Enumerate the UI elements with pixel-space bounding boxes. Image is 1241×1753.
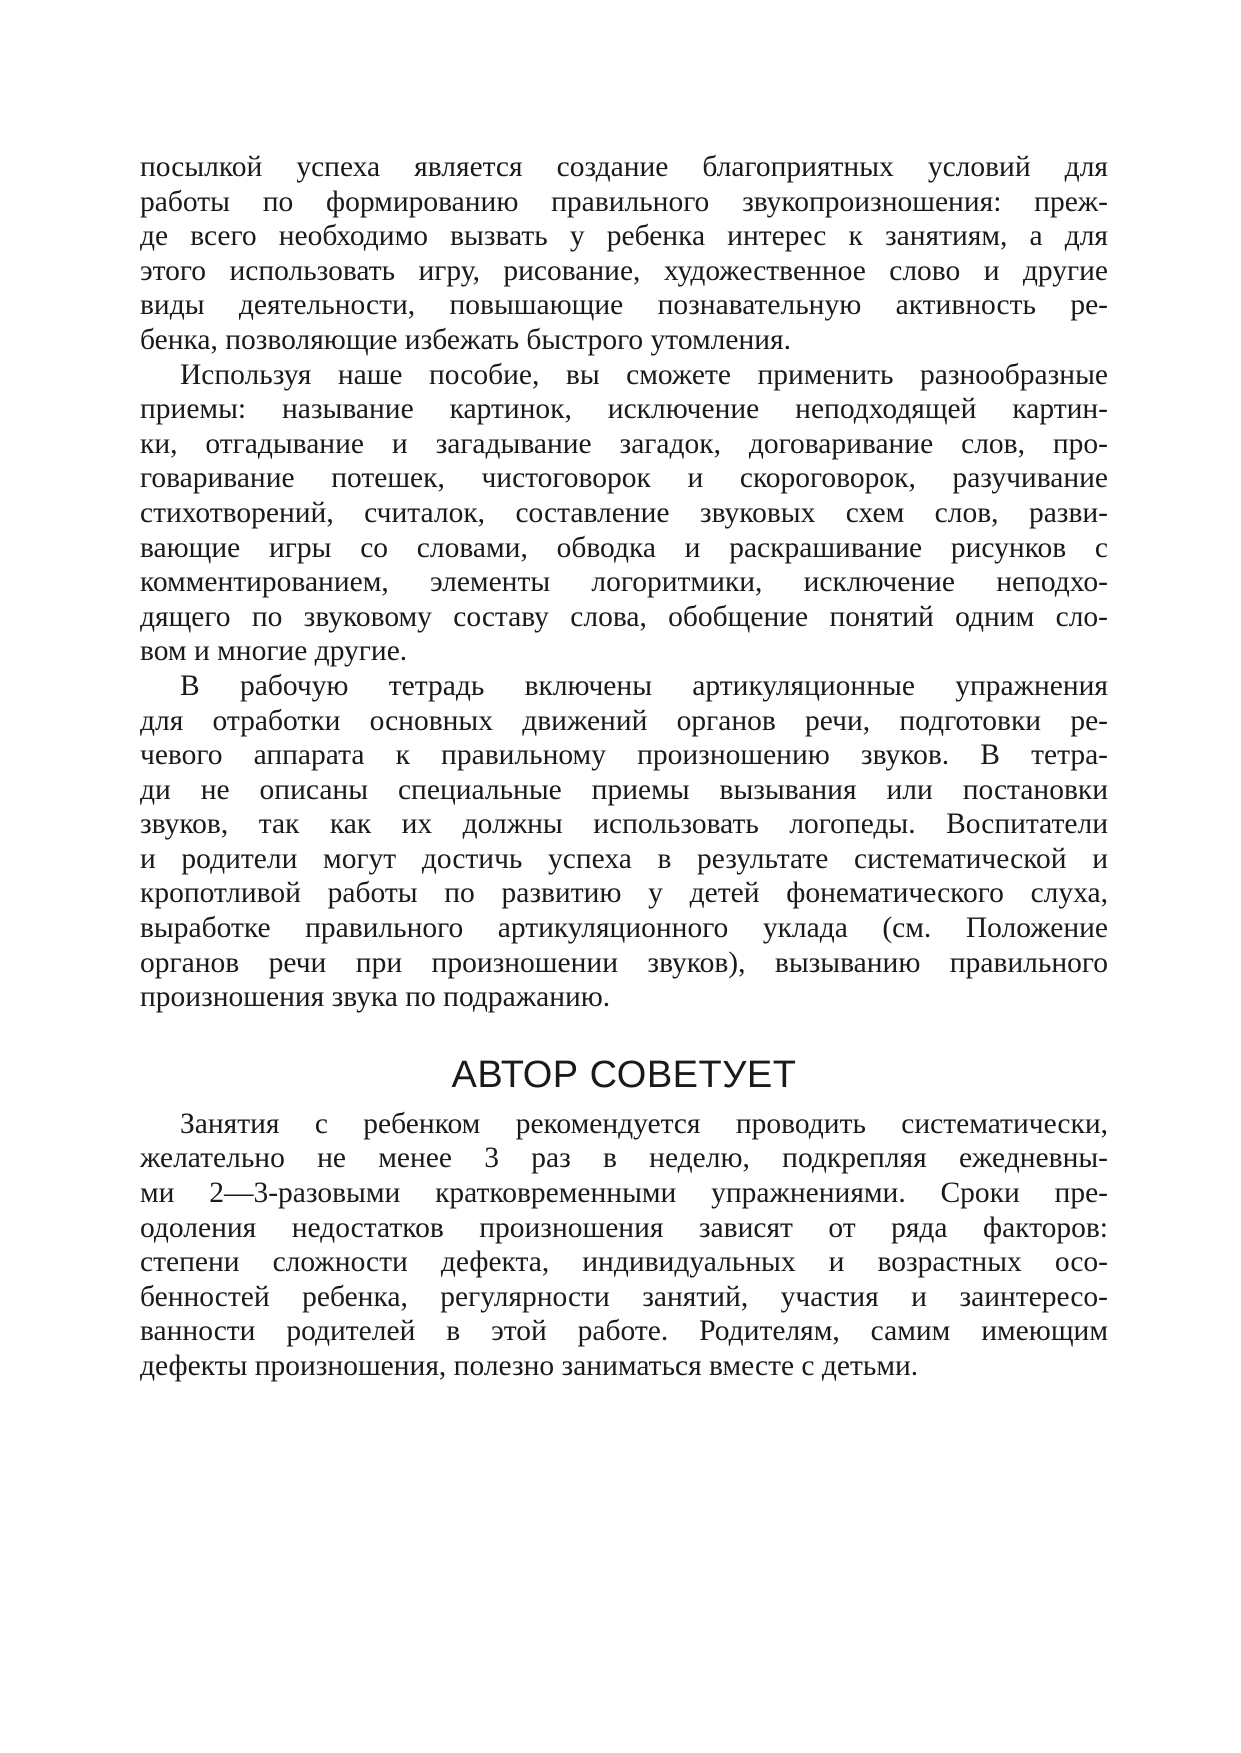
text-line: де всего необходимо вызвать у ребенка интерес к занятиям, а для [140, 220, 1108, 253]
text-line: органов речи при произношении звуков), вызыванию правильного [140, 946, 1108, 979]
text-line: говаривание потешек, чистоговорок и скороговорок, разучивание [140, 462, 1108, 495]
text-line: кропотливой работы по развитию у детей фонематического слуха, [140, 877, 1108, 910]
text-line: выработке правильного артикуляционного уклада (см. Положение [140, 912, 1108, 945]
text-line: посылкой успеха является создание благоприятных условий для [140, 151, 1108, 183]
text-line: В рабочую тетрадь включены артикуляционные упражнения [180, 669, 1108, 702]
paragraph-author-advice [140, 1107, 1108, 1384]
text-line: Используя наше пособие, вы сможете применить разнообразные [180, 358, 1108, 391]
text-line: ванности родителей в этой работе. Родителям, самим имеющим [140, 1315, 1108, 1348]
text-line: Занятия с ребенком рекомендуется проводить систематически, [180, 1107, 1108, 1140]
text-line: ди не описаны специальные приемы вызывания или постановки [140, 773, 1108, 806]
text-line: дящего по звуковому составу слова, обобщение понятий одним сло- [140, 600, 1108, 633]
text-line: вом и многие другие. [140, 635, 408, 668]
text-line: для отработки основных движений органов речи, подготовки ре- [140, 704, 1108, 737]
paragraph-workbook [140, 669, 1108, 1015]
text-line: работы по формированию правильного звукопроизношения: преж- [140, 185, 1108, 218]
section-title: АВТОР СОВЕТУЕТ [451, 1053, 797, 1096]
text-line: чевого аппарата к правильному произношению звуков. В тетра- [140, 739, 1108, 772]
paragraph-intro-continuation [140, 150, 1108, 358]
text-line: вающие игры со словами, обводка и раскрашивание рисунков с [140, 531, 1108, 564]
text-line: и родители могут достичь успеха в результате систематической и [140, 842, 1108, 875]
text-line: ки, отгадывание и загадывание загадок, договаривание слов, про- [140, 427, 1108, 460]
text-line: этого использовать игру, рисование, художественное слово и другие [140, 254, 1108, 287]
document-page [140, 150, 1108, 1384]
text-line: желательно не менее 3 раз в неделю, подкрепляя ежедневны- [140, 1142, 1108, 1175]
text-line: бенка, позволяющие избежать быстрого утомления. [140, 323, 792, 356]
text-line: комментированием, элементы логоритмики, исключение неподхо- [140, 566, 1108, 599]
text-line: бенностей ребенка, регулярности занятий, участия и заинтересо- [140, 1280, 1108, 1313]
text-line: произношения звука по подражанию. [140, 981, 611, 1014]
text-line: ми 2—3-разовыми кратковременными упражнениями. Сроки пре- [140, 1177, 1108, 1210]
text-line: стихотворений, считалок, составление звуковых схем слов, разви- [140, 496, 1108, 529]
text-line: степени сложности дефекта, индивидуальных и возрастных осо- [140, 1246, 1108, 1279]
text-line: звуков, так как их должны использовать логопеды. Воспитатели [140, 808, 1108, 841]
text-line: одоления недостатков произношения зависят от ряда факторов: [140, 1211, 1108, 1244]
text-line: виды деятельности, повышающие познавательную активность ре- [140, 289, 1108, 322]
paragraph-methods [140, 358, 1108, 669]
text-line: дефекты произношения, полезно заниматься вместе с детьми. [140, 1350, 919, 1382]
text-line: приемы: называние картинок, исключение неподходящей картин- [140, 393, 1108, 426]
